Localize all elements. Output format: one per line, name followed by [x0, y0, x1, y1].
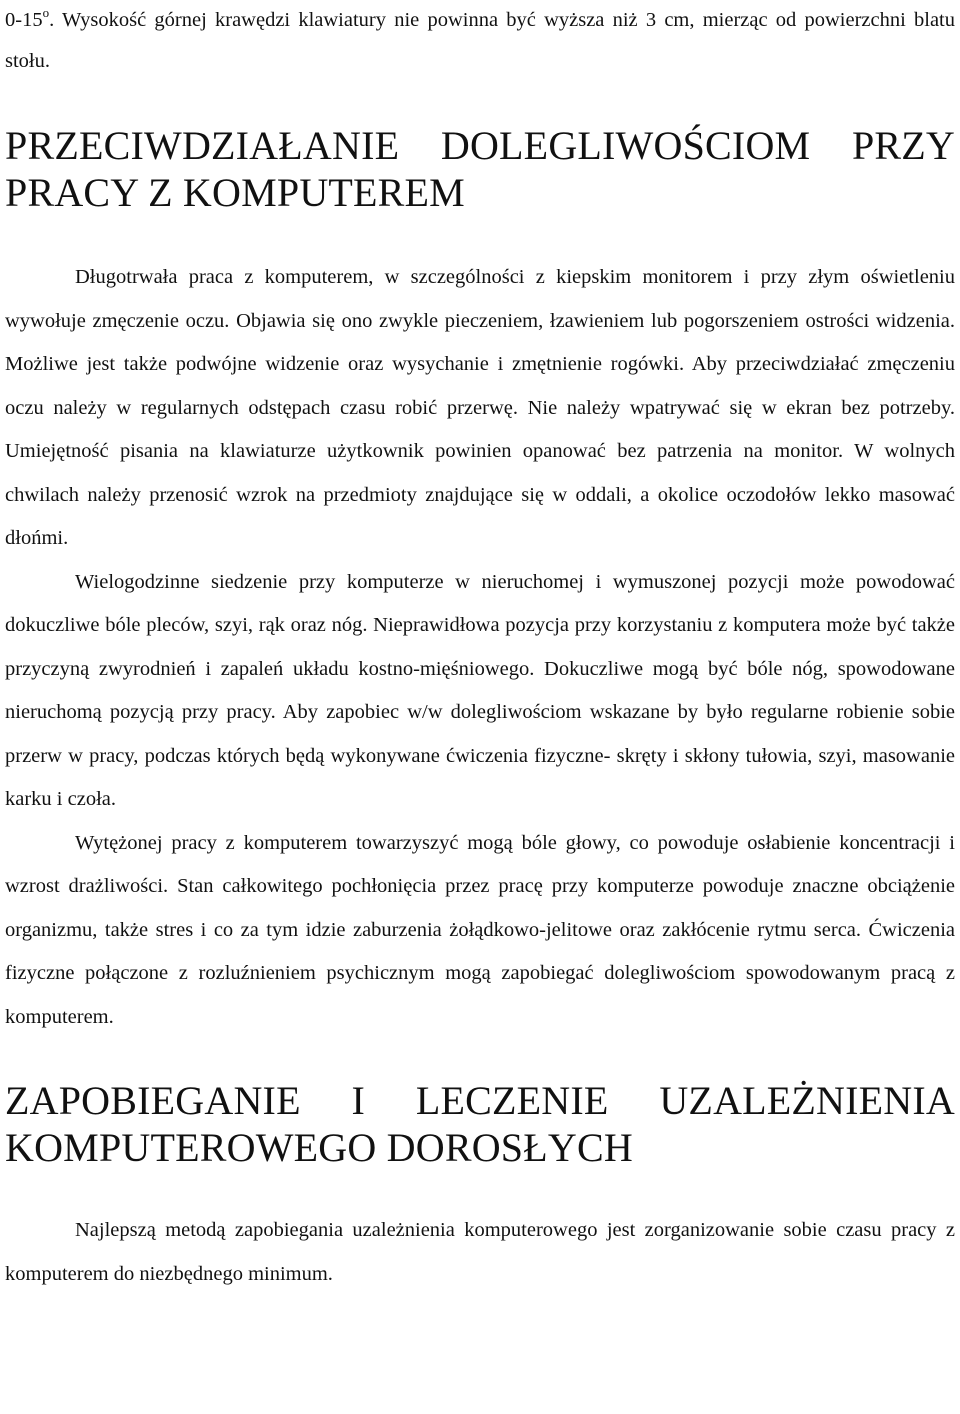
paragraph-posture-pain: Wielogodzinne siedzenie przy komputerze w nieruchomej i wymuszonej pozycji może powodować dokuczliwe bóle pleców, szyi, rąk oraz nóg. Nieprawidłowa pozycja przy korzystaniu z komputera może być także przyczyną zwyrodnień i zapaleń układu kostno-mięśniowego. Dokuczliwe mogą być bóle nóg, spowodowane nieruchomą pozycją przy pracy. Aby zapobiec w/w dolegliwościom wskazane by było regularne robienie sobie przerw w pracy, podczas których będą wykonywane ćwiczenia fizyczne- skręty i skłony tułowia, szyi, masowanie karku i czoła. — [5, 570, 955, 810]
intro-paragraph — [5, 0, 955, 82]
paragraph-best-method: Najlepszą metodą zapobiegania uzależnienia komputerowego jest zorganizowanie sobie czasu pracy z komputerem do niezbędnego minimum. — [5, 1219, 955, 1285]
intro-text-rest: . Wysokość górnej krawędzi klawiatury nie powinna być wyższa niż 3 cm, mierząc od powierzchni blatu stołu. — [5, 9, 955, 72]
section-heading-prevention-of-ailments: PRZECIWDZIAŁANIE DOLEGLIWOŚCIOM PRZY PRACY Z KOMPUTEREM — [5, 123, 955, 215]
paragraph-eye-strain: Długotrwała praca z komputerem, w szczególności z kiepskim monitorem i przy złym oświetleniu wywołuje zmęczenie oczu. Objawia się ono zwykle pieczeniem, łzawieniem lub pogorszeniem ostrości widzenia. Możliwe jest także podwójne widzenie oraz wysychanie i zmętnienie rogówki. Aby przeciwdziałać zmęczeniu oczu należy w regularnych odstępach czasu robić przerwę. Nie należy wpatrywać się w ekran bez potrzeby. Umiejętność pisania na klawiaturze użytkownik powinien opanować bez patrzenia na monitor. W wolnych chwilach należy przenosić wzrok na przedmioty znajdujące się w oddali, a okolice oczodołów lekko masować dłońmi. — [5, 266, 955, 549]
degree-superscript: o — [42, 5, 50, 20]
intro-text-start: 0-15 — [5, 9, 43, 31]
paragraph-headaches: Wytężonej pracy z komputerem towarzyszyć mogą bóle głowy, co powoduje osłabienie koncentracji i wzrost drażliwości. Stan całkowitego pochłonięcia przez pracę przy komputerze powoduje znaczne obciążenie organizmu, także stres i co za tym idzie zaburzenia żołądkowo-jelitowe oraz zakłócenie rytmu serca. Ćwiczenia fizyczne połączone z rozluźnieniem psychicznym mogą zapobiegać dolegliwościom spowodowanym pracą z komputerem. — [5, 831, 955, 1028]
section-heading-addiction-prevention: ZAPOBIEGANIE I LECZENIE UZALEŻNIENIA KOMPUTEROWEGO DOROSŁYCH — [5, 1078, 955, 1170]
document-page — [5, 0, 955, 1296]
